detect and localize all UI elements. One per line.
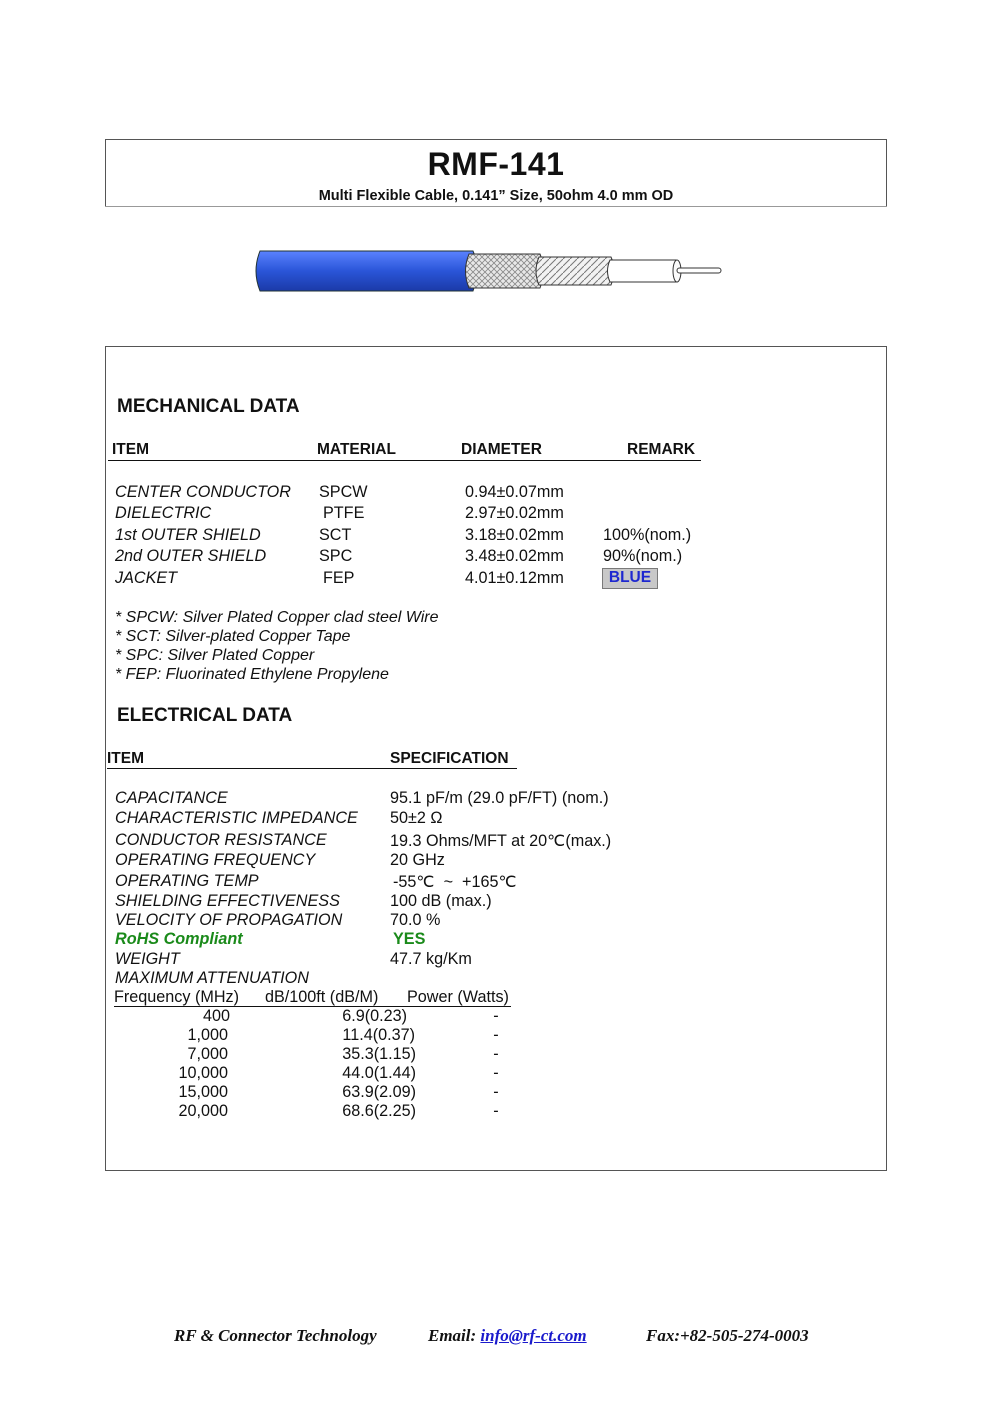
header-box-bottom-rule [105, 206, 887, 207]
attenuation-title: MAXIMUM ATTENUATION [115, 969, 309, 987]
mech-row-diameter: 4.01±0.12mm [465, 569, 564, 587]
mech-row-material: FEP [323, 569, 355, 587]
mech-row-item: 1st OUTER SHIELD [115, 526, 261, 544]
elec-row-spec: 100 dB (max.) [390, 892, 492, 910]
cable-illustration [248, 245, 728, 297]
atten-freq: 10,000 [178, 1064, 228, 1082]
mech-header-underline [108, 460, 701, 461]
elec-row-spec: 47.7 kg/Km [390, 950, 472, 968]
mech-row-item: JACKET [115, 569, 178, 587]
cable-outer-braid [466, 254, 544, 288]
footer-email-label: Email: [428, 1326, 481, 1345]
atten-db: 35.3(1.15) [342, 1045, 416, 1063]
elec-row-spec: 50±2 Ω [390, 809, 443, 827]
elec-row-item: VELOCITY OF PROPAGATION [115, 911, 343, 929]
mech-row-diameter: 3.18±0.02mm [465, 526, 564, 544]
jacket-color-badge: BLUE [602, 568, 658, 589]
elec-row-spec: 70.0 % [390, 911, 441, 929]
mech-col-item: ITEM [112, 441, 150, 458]
cable-center-conductor [677, 268, 721, 273]
footer-company: RF & Connector Technology [174, 1326, 377, 1345]
mech-row-material: SPC [319, 547, 353, 565]
atten-power: - [493, 1045, 499, 1063]
rohs-value: YES [393, 930, 426, 948]
atten-power: - [493, 1083, 499, 1101]
elec-row-spec: 19.3 Ohms/MFT at 20℃(max.) [390, 832, 612, 850]
mech-row-remark: 90%(nom.) [603, 547, 683, 565]
atten-col-db: dB/100ft (dB/M) [265, 988, 379, 1006]
mech-row-material: SPCW [319, 483, 368, 501]
elec-row-item: CHARACTERISTIC IMPEDANCE [115, 809, 358, 827]
cable-jacket [256, 251, 477, 291]
elec-row-spec: 95.1 pF/m (29.0 pF/FT) (nom.) [390, 789, 609, 807]
atten-col-power: Power (Watts) [407, 988, 509, 1006]
cable-tape-shield [536, 257, 614, 285]
material-note: * SCT: Silver-plated Copper Tape [115, 628, 351, 645]
footer-email [428, 1326, 587, 1346]
atten-freq: 400 [202, 1007, 230, 1025]
atten-db: 68.6(2.25) [342, 1102, 416, 1120]
atten-col-frequency: Frequency (MHz) [114, 988, 240, 1006]
atten-power: - [493, 1102, 499, 1120]
product-subtitle: Multi Flexible Cable, 0.141” Size, 50ohm 4.0 mm OD [318, 188, 674, 204]
mech-col-diameter: DIAMETER [461, 441, 542, 458]
material-note: * SPC: Silver Plated Copper [115, 647, 315, 664]
mech-row-material: PTFE [323, 504, 365, 522]
mech-row-diameter: 2.97±0.02mm [465, 504, 564, 522]
elec-row-item: OPERATING FREQUENCY [115, 851, 316, 869]
rohs-label: RoHS Compliant [115, 930, 243, 948]
elec-row-item: CONDUCTOR RESISTANCE [115, 831, 327, 849]
atten-power: - [493, 1064, 499, 1082]
product-title: RMF-141 [427, 146, 565, 182]
mech-row-remark: 100%(nom.) [603, 526, 692, 544]
mech-row-diameter: 0.94±0.07mm [465, 483, 564, 501]
atten-power: - [493, 1026, 499, 1044]
cable-dielectric [608, 260, 679, 282]
elec-row-item: WEIGHT [115, 950, 180, 968]
atten-db: 44.0(1.44) [342, 1064, 416, 1082]
footer-email-link[interactable]: info@rf-ct.com [480, 1326, 587, 1345]
atten-db: 6.9(0.23) [342, 1007, 407, 1025]
atten-db: 63.9(2.09) [342, 1083, 416, 1101]
atten-freq: 7,000 [187, 1045, 228, 1063]
mech-row-item: DIELECTRIC [115, 504, 212, 522]
elec-row-spec: -55℃ ~ +165℃ [393, 873, 517, 891]
mech-row-diameter: 3.48±0.02mm [465, 547, 564, 565]
mech-row-item: 2nd OUTER SHIELD [115, 547, 267, 565]
atten-db: 11.4(0.37) [342, 1026, 415, 1044]
electrical-heading: ELECTRICAL DATA [117, 705, 293, 726]
atten-power: - [493, 1007, 499, 1025]
mech-col-remark: REMARK [627, 441, 696, 458]
material-note: * SPCW: Silver Plated Copper clad steel Wire [115, 609, 439, 626]
mechanical-heading: MECHANICAL DATA [117, 396, 300, 417]
mech-col-material: MATERIAL [317, 441, 396, 458]
material-note: * FEP: Fluorinated Ethylene Propylene [115, 666, 389, 683]
footer-fax: Fax:+82-505-274-0003 [646, 1326, 809, 1345]
mech-row-material: SCT [319, 526, 352, 544]
elec-row-spec: 20 GHz [390, 851, 445, 869]
elec-row-item: SHIELDING EFFECTIVENESS [115, 892, 340, 910]
mech-row-item: CENTER CONDUCTOR [115, 483, 291, 501]
atten-freq: 20,000 [178, 1102, 228, 1120]
atten-freq: 1,000 [187, 1026, 228, 1044]
elec-header-underline [107, 768, 517, 769]
elec-row-item: OPERATING TEMP [115, 872, 259, 890]
elec-col-item: ITEM [107, 750, 145, 767]
elec-col-specification: SPECIFICATION [390, 750, 509, 767]
elec-row-item: CAPACITANCE [115, 789, 228, 807]
atten-freq: 15,000 [178, 1083, 228, 1101]
